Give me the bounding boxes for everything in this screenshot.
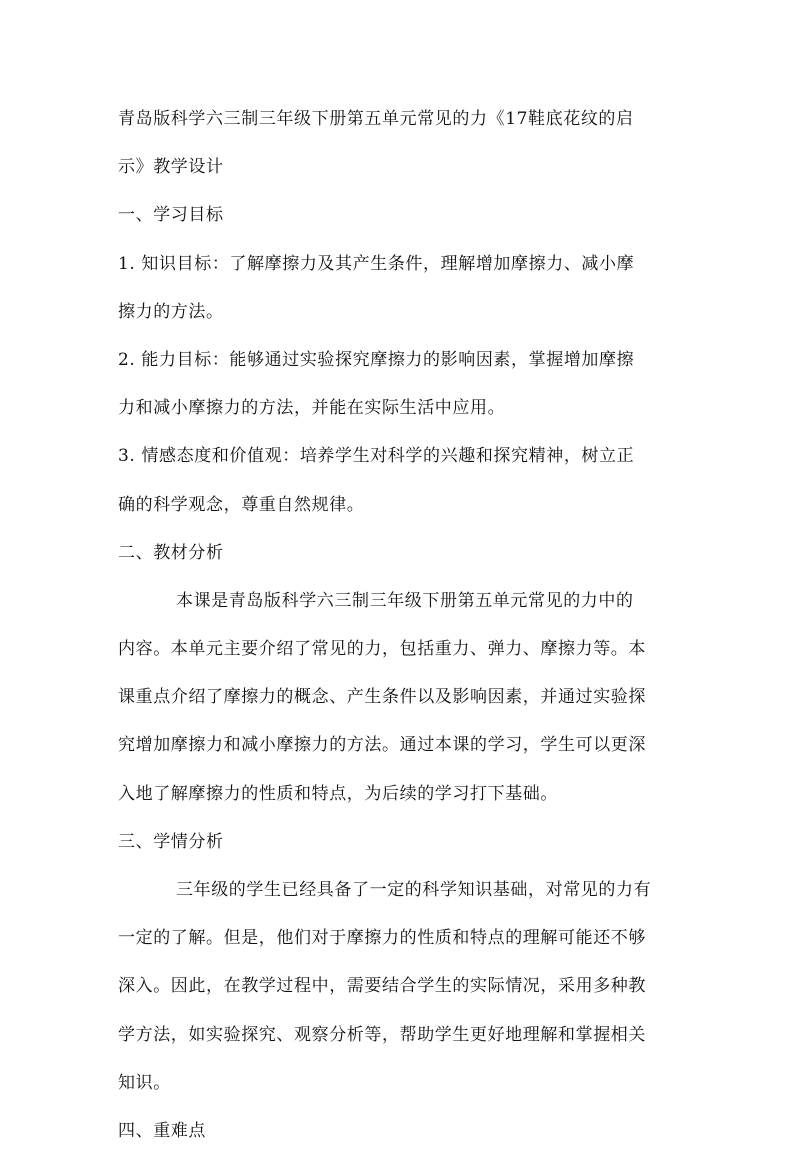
materials-paragraph-line-1: 本课是青岛版科学六三制三年级下册第五单元常见的力中的 xyxy=(176,590,634,611)
objective-knowledge-line-1: 1. 知识目标：了解摩擦力及其产生条件，理解增加摩擦力、减小摩 xyxy=(118,253,635,274)
objective-attitude-line-1: 3. 情感态度和价值观：培养学生对科学的兴趣和探究精神，树立正 xyxy=(118,446,635,467)
objective-attitude-line-2: 确的科学观念，尊重自然规律。 xyxy=(118,494,365,515)
materials-paragraph-line-5: 入地了解摩擦力的性质和特点，为后续的学习打下基础。 xyxy=(118,783,558,804)
document-title-line-2: 示》教学设计 xyxy=(118,157,224,178)
materials-paragraph-line-4: 究增加摩擦力和减小摩擦力的方法。通过本课的学习，学生可以更深 xyxy=(118,735,646,756)
objective-knowledge-line-2: 擦力的方法。 xyxy=(118,301,224,322)
section-heading-key-points: 四、重难点 xyxy=(118,1120,206,1141)
students-paragraph-line-5: 知识。 xyxy=(118,1072,171,1093)
document-body xyxy=(118,95,678,1155)
section-heading-materials: 二、教材分析 xyxy=(118,542,224,563)
objective-ability-line-2: 力和减小摩擦力的方法，并能在实际生活中应用。 xyxy=(118,398,506,419)
objective-ability-line-1: 2. 能力目标：能够通过实验探究摩擦力的影响因素，掌握增加摩擦 xyxy=(118,349,635,370)
students-paragraph-line-3: 深入。因此，在教学过程中，需要结合学生的实际情况，采用多种教 xyxy=(118,976,646,997)
document-title-line-1: 青岛版科学六三制三年级下册第五单元常见的力《17鞋底花纹的启 xyxy=(118,109,634,129)
students-paragraph-line-1: 三年级的学生已经具备了一定的科学知识基础，对常见的力有 xyxy=(176,880,652,900)
materials-paragraph-line-3: 课重点介绍了摩擦力的概念、产生条件以及影响因素，并通过实验探 xyxy=(118,687,646,708)
section-heading-students: 三、学情分析 xyxy=(118,831,224,852)
students-paragraph-line-4: 学方法，如实验探究、观察分析等，帮助学生更好地理解和掌握相关 xyxy=(118,1024,646,1045)
section-heading-objectives: 一、学习目标 xyxy=(118,205,224,226)
students-paragraph-line-2: 一定的了解。但是，他们对于摩擦力的性质和特点的理解可能还不够 xyxy=(118,928,646,949)
materials-paragraph-line-2: 内容。本单元主要介绍了常见的力，包括重力、弹力、摩擦力等。本 xyxy=(118,639,646,660)
